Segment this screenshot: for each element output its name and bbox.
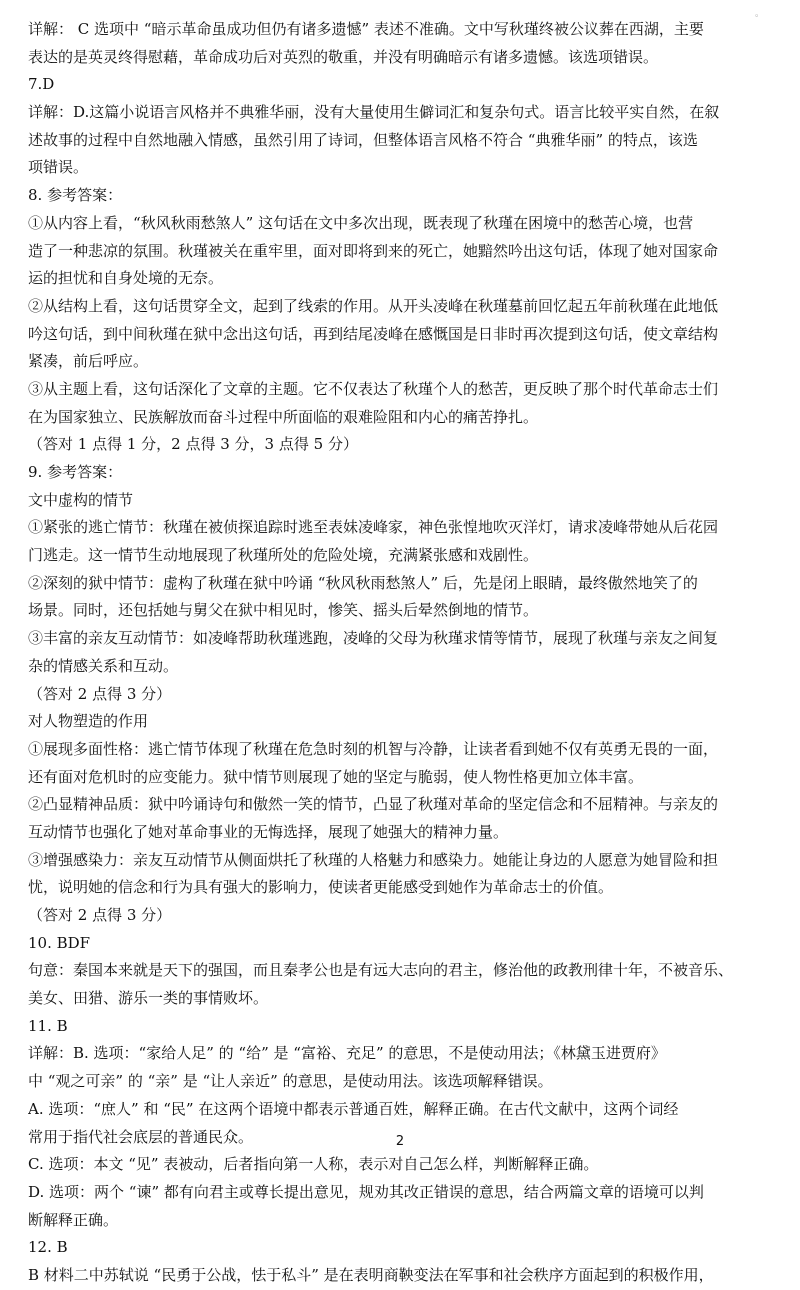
text-line: D. 选项：两个 “谏” 都有向君主或尊长提出意见，规劝其改正错误的意思，结合两篇文章的语境可以判	[28, 1182, 704, 1201]
text-line: 造了一种悲凉的氛围。秋瑾被关在重牢里，面对即将到来的死亡，她黯然吟出这句话，体现了她对国家命	[28, 241, 719, 260]
text-line: 句意：秦国本来就是天下的强国，而且秦孝公也是有远大志向的君主，修治他的政教刑律十年，不被音乐、	[28, 961, 734, 980]
text-line: ①展现多面性格：逃亡情节体现了秋瑾在危急时刻的机智与冷静，让读者看到她不仅有英勇无畏的一面，	[28, 739, 719, 758]
text-line: 运的担忧和自身处境的无奈。	[28, 269, 224, 288]
text-line: 项错误。	[28, 158, 89, 177]
text-line: 对人物塑造的作用	[28, 712, 149, 731]
text-line: 9. 参考答案：	[28, 463, 123, 481]
text-line: A. 选项：“庶人” 和 “民” 在这两个语境中都表示普通百姓，解释正确。在古代文献中，这两个词经	[28, 1099, 679, 1118]
text-line: 常用于指代社会底层的普通民众。	[28, 1127, 254, 1146]
text-line: 场景。同时，还包括她与舅父在狱中相见时，惨笑、摇头后晕然倒地的情节。	[28, 601, 539, 620]
text-line: 吟这句话，到中间秋瑾在狱中念出这句话，再到结尾凌峰在感慨国是日非时再次提到这句话，使文章结构	[28, 324, 719, 343]
text-line: ③增强感染力：亲友互动情节从侧面烘托了秋瑾的人格魅力和感染力。她能让身边的人愿意为她冒险和担	[28, 850, 719, 869]
text-line: 述故事的过程中自然地融入情感，虽然引用了诗词，但整体语言风格不符合 “典雅华丽” 的特点，该选	[28, 130, 698, 149]
text-line: 杂的情感关系和互动。	[28, 656, 179, 675]
text-line: 文中虚构的情节	[28, 490, 134, 509]
text-line: ②从结构上看，这句话贯穿全文，起到了线索的作用。从开头凌峰在秋瑾墓前回忆起五年前秋瑾在此地低	[28, 296, 719, 315]
text-line: 紧凑，前后呼应。	[28, 352, 149, 371]
text-line: 中 “观之可亲” 的 “亲” 是 “让人亲近” 的意思，是使动用法。该选项解释错误。	[28, 1072, 553, 1091]
text-line: 断解释正确。	[28, 1210, 119, 1229]
text-line: ①从内容上看，“秋风秋雨愁煞人” 这句话在文中多次出现，既表现了秋瑾在困境中的愁苦心境，也营	[28, 213, 694, 232]
answer-text	[28, 16, 772, 1290]
text-line: C. 选项：本文 “见” 表被动，后者指向第一人称，表示对自己怎么样，判断解释正确。	[28, 1155, 599, 1174]
text-line: 互动情节也强化了她对革命事业的无悔选择，展现了她强大的精神力量。	[28, 822, 509, 841]
text-line: ③从主题上看，这句话深化了文章的主题。它不仅表达了秋瑾个人的愁苦，更反映了那个时代革命志士们	[28, 379, 719, 398]
text-line: 10. BDF	[28, 933, 91, 952]
text-line: 门逃走。这一情节生动地展现了秋瑾所处的危险处境，充满紧张感和戏剧性。	[28, 546, 539, 565]
text-line: ②深刻的狱中情节：虚构了秋瑾在狱中吟诵 “秋风秋雨愁煞人” 后，先是闭上眼睛，最终傲然地笑了的	[28, 573, 698, 592]
text-line: 忧，说明她的信念和行为具有强大的影响力，使读者更能感受到她作为革命志士的价值。	[28, 878, 614, 897]
text-line: 12. B	[28, 1238, 68, 1257]
corner-mark: 。	[754, 9, 764, 19]
text-line: （答对 2 点得 3 分）	[28, 684, 172, 703]
text-line: 8. 参考答案：	[28, 186, 123, 205]
text-line: 表达的是英灵终得慰藉，革命成功后对英烈的敬重，并没有明确暗示有诸多遗憾。该选项错误。	[28, 47, 659, 66]
text-line: （答对 2 点得 3 分）	[28, 906, 172, 924]
text-line: 在为国家独立、民族解放而奋斗过程中所面临的艰难险阻和内心的痛苦挣扎。	[28, 407, 539, 426]
text-line: ③丰富的亲友互动情节：如凌峰帮助秋瑾逃跑，凌峰的父母为秋瑾求情等情节，展现了秋瑾与亲友之间复	[28, 629, 719, 648]
text-line: 7.D	[28, 75, 55, 94]
text-line: ②凸显精神品质：狱中吟诵诗句和傲然一笑的情节，凸显了秋瑾对革命的坚定信念和不屈精神。与亲友的	[28, 795, 719, 814]
text-line: （答对 1 点得 1 分，2 点得 3 分，3 点得 5 分）	[28, 435, 358, 454]
text-line: B 材料二中苏轼说 “民勇于公战，怯于私斗” 是在表明商鞅变法在军事和社会秩序方面起到的积极作用，	[28, 1265, 714, 1284]
text-line: ①紧张的逃亡情节：秋瑾在被侦探追踪时逃至表妹凌峰家，神色张惶地吹灭洋灯，请求凌峰带她从后花园	[28, 518, 719, 537]
text-line: 详解： C 选项中 “暗示革命虽成功但仍有诸多遗憾” 表述不准确。文中写秋瑾终被公议葬在西湖，主要	[28, 20, 704, 38]
page-number: 2	[395, 1134, 405, 1149]
text-line: 详解：D.这篇小说语言风格并不典雅华丽，没有大量使用生僻词汇和复杂句式。语言比较平实自然，在叙	[28, 103, 720, 122]
text-line: 还有面对危机时的应变能力。狱中情节则展现了她的坚定与脆弱，使人物性格更加立体丰富。	[28, 767, 644, 786]
text-line: 11. B	[28, 1016, 68, 1035]
text-line: 美女、田猎、游乐一类的事情败坏。	[28, 989, 269, 1008]
text-line: 详解：B. 选项：“家给人足” 的 “给” 是 “富裕、充足” 的意思，不是使动用法；《林黛玉进贾府》	[28, 1044, 666, 1063]
